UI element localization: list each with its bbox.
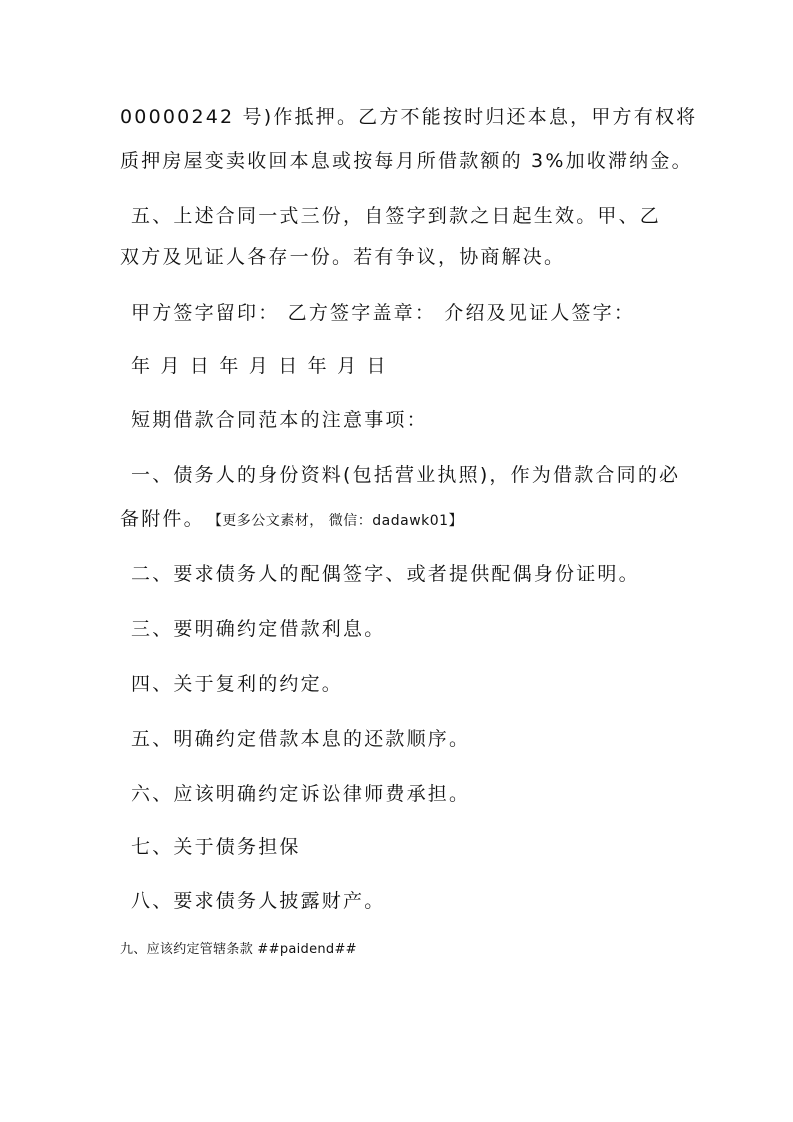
note-item-9: 九、应该约定管辖条款 ##paidend## [120, 942, 357, 957]
note-item-4: 四、关于复利的约定。 [131, 673, 344, 695]
note-item-6: 六、应该明确约定诉讼律师费承担。 [131, 783, 471, 805]
note-item-8: 八、要求债务人披露财产。 [131, 890, 386, 912]
note-item-1-text: 备附件。 [120, 508, 205, 530]
note-item-5: 五、明确约定借款本息的还款顺序。 [131, 728, 471, 750]
date-line: 年 月 日 年 月 日 年 月 日 [131, 355, 388, 377]
inline-note: 【更多公文素材， 微信：dadawk01】 [214, 513, 464, 529]
paragraph-line-1: 00000242 号)作抵押。乙方不能按时归还本息，甲方有权将 [120, 106, 698, 128]
note-item-1-line-2 [120, 507, 463, 533]
paragraph-line-2: 质押房屋变卖收回本息或按每月所借款额的 3%加收滞纳金。 [120, 150, 693, 172]
note-item-3: 三、要明确约定借款利息。 [131, 618, 386, 640]
clause-5-line-2: 双方及见证人各存一份。若有争议，协商解决。 [120, 246, 566, 268]
signature-labels: 甲方签字留印： 乙方签字盖章： 介绍及见证人签字： [131, 302, 636, 324]
section-heading: 短期借款合同范本的注意事项： [131, 409, 428, 431]
clause-5-line-1: 五、上述合同一式三份，自签字到款之日起生效。甲、乙 [131, 205, 662, 227]
note-item-1-line-1: 一、债务人的身份资料(包括营业执照)，作为借款合同的必 [131, 464, 681, 486]
note-item-7: 七、关于债务担保 [131, 836, 301, 858]
note-item-2: 二、要求债务人的配偶签字、或者提供配偶身份证明。 [131, 563, 640, 585]
